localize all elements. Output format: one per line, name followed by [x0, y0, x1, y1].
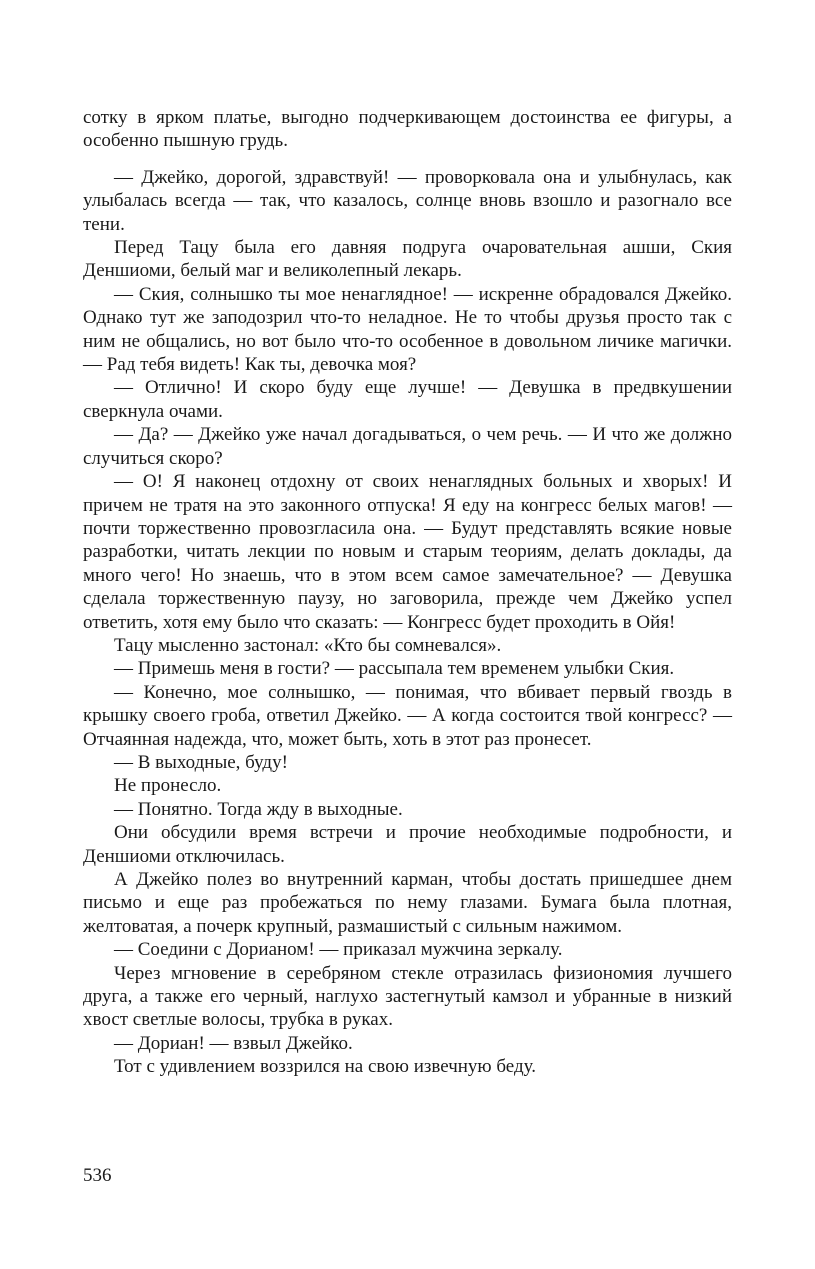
paragraph: — Понятно. Тогда жду в выходные.	[114, 798, 403, 820]
paragraph: — В выходные, буду!	[114, 751, 288, 773]
paragraph: Они обсудили время встречи и прочие необходимые подробности, и Деншиоми отключилась.	[83, 822, 732, 867]
paragraph: — Джейко, дорогой, здравствуй! — проворковала она и улыбнулась, как улыбалась всегда — так, что казалось, солнце вновь взошло и разогнало все тени.	[83, 166, 732, 235]
paragraph: Тацу мысленно застонал: «Кто бы сомневался».	[114, 634, 502, 656]
paragraph: — Отлично! И скоро буду еще лучше! — Девушка в предвкушении сверкнула очами.	[83, 377, 732, 422]
paragraph: — О! Я наконец отдохну от своих ненаглядных больных и хворых! И причем не тратя на это законного отпуска! Я еду на конгресс белых магов! — почти торжественно провозгласила она. — Будут представлять всякие новые разработки, читать лекции по новым и старым теориям, делать доклады, да много чего! Но знаешь, что в этом всем самое замечательное? — Девушка сделала торжественную паузу, но заговорила, прежде чем Джейко успел ответить, хотя ему было что сказать: — Конгресс будет проходить в Ойя!	[83, 471, 732, 633]
paragraph: — Да? — Джейко уже начал догадываться, о чем речь. — И что же должно случиться скоро?	[83, 424, 732, 469]
paragraph: Перед Тацу была его давняя подруга очаровательная ашши, Ския Деншиоми, белый маг и великолепный лекарь.	[83, 237, 732, 282]
paragraph: А Джейко полез во внутренний карман, чтобы достать пришедшее днем письмо и еще раз пробежаться по нему глазами. Бумага была плотная, желтоватая, а почерк крупный, размашистый с сильным нажимом.	[83, 869, 732, 937]
paragraph: — Дориан! — взвыл Джейко.	[114, 1032, 353, 1054]
paragraph: — Примешь меня в гости? — рассыпала тем временем улыбки Ския.	[114, 658, 675, 680]
paragraph: сотку в ярком платье, выгодно подчеркивающем достоинства ее фигуры, а особенно пышную грудь.	[83, 107, 732, 152]
paragraph: Тот с удивлением воззрился на свою извечную беду.	[114, 1056, 536, 1078]
paragraph: — Ския, солнышко ты мое ненаглядное! — искренне обрадовался Джейко. Однако тут же заподозрил что-то неладное. Не то чтобы друзья просто так с ним не общались, но вот было что-то особенное в довольном личике магички. — Рад тебя видеть! Как ты, девочка моя?	[83, 283, 732, 376]
paragraph: Не пронесло.	[114, 775, 222, 797]
paragraph: — Соедини с Дорианом! — приказал мужчина зеркалу.	[114, 939, 563, 961]
paragraph: — Конечно, мое солнышко, — понимая, что вбивает первый гвоздь в крышку своего гроба, ответил Джейко. — А когда состоится твой конгресс? — Отчаянная надежда, что, может быть, хоть в этот раз пронесет.	[83, 681, 732, 750]
page-number: 536	[83, 1165, 112, 1186]
paragraph: Через мгновение в серебряном стекле отразилась физиономия лучшего друга, а также его черный, наглухо застегнутый камзол и убранные в низкий хвост светлые волосы, трубка в руках.	[83, 962, 732, 1031]
page-text-block	[83, 106, 732, 1079]
